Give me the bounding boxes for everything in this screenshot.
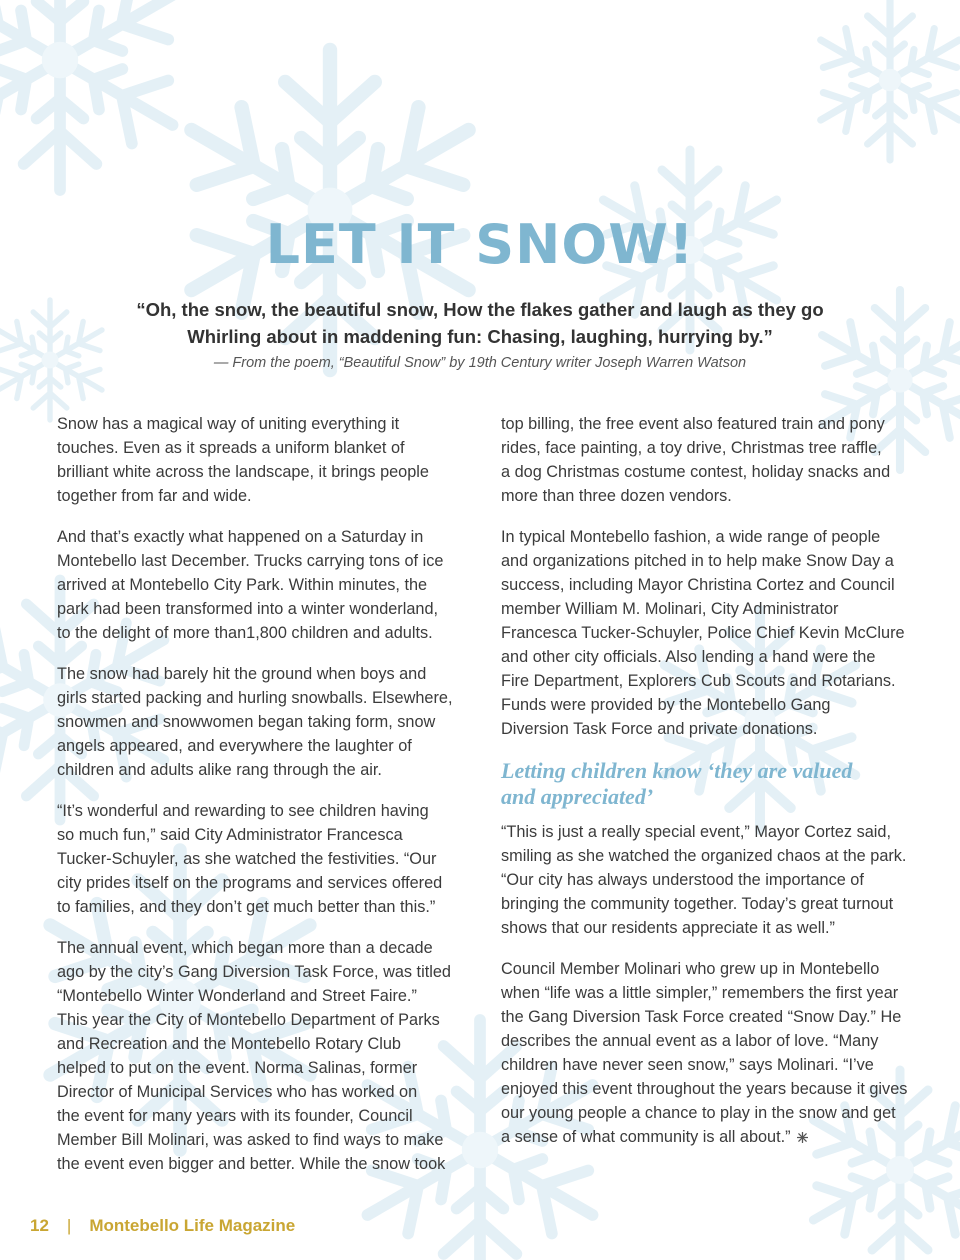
- text-line: Member Bill Molinari, was asked to find ways to make: [57, 1131, 444, 1149]
- text-line: In typical Montebello fashion, a wide range of people: [501, 528, 881, 546]
- epigraph-quote: [100, 296, 860, 350]
- text-line: [501, 1125, 921, 1149]
- footer-separator: |: [66, 1216, 72, 1235]
- article-title: LET IT SNOW!: [265, 213, 695, 276]
- text-line: “This is just a really special event,” Mayor Cortez said,: [501, 823, 891, 841]
- epigraph-attribution: — From the poem, “Beautiful Snow” by 19th Century writer Joseph Warren Watson: [213, 355, 747, 371]
- text-line: the Gang Diversion Task Force created “Snow Day.” He: [501, 1008, 902, 1026]
- text-line: Director of Municipal Services who has worked on: [57, 1083, 418, 1101]
- text-line: ago by the city’s Gang Diversion Task Force, was titled: [57, 963, 451, 981]
- text-line: the event for many years with its founder, Council: [57, 1107, 413, 1125]
- text-line: city prides itself on the programs and services offered: [57, 874, 443, 892]
- paragraph: [57, 525, 462, 645]
- text-line: bringing the community together. Today’s great turnout: [501, 895, 894, 913]
- text-line: “Montebello Winter Wonderland and Street Faire.”: [57, 987, 417, 1005]
- epigraph-line: Whirling about in maddening fun: Chasing, laughing, hurrying by.”: [187, 326, 773, 347]
- text-line: so much fun,” said City Administrator Francesca: [57, 826, 403, 844]
- left-column: [57, 412, 462, 1193]
- text-line: our young people a chance to play in the snow and get: [501, 1104, 896, 1122]
- text-line: Francesca Tucker-Schuyler, Police Chief Kevin McClure: [501, 624, 905, 642]
- right-column: [501, 412, 921, 1166]
- paragraph: [501, 820, 921, 940]
- paragraph: [57, 662, 462, 782]
- publication-name: Montebello Life Magazine: [89, 1216, 296, 1235]
- text-line: snowmen and snowwomen began taking form, snow: [57, 713, 436, 731]
- text-line: when “life was a little simpler,” remembers the first year: [501, 984, 899, 1002]
- text-line: Funds were provided by the Montebello Gang: [501, 696, 831, 714]
- text-line: girls started packing and hurling snowballs. Elsewhere,: [57, 689, 453, 707]
- text-line: Diversion Task Force and private donations.: [501, 720, 818, 738]
- text-line: touches. Even as it spreads a uniform blanket of: [57, 439, 405, 457]
- text-line: Montebello last December. Trucks carrying tons of ice: [57, 552, 444, 570]
- text-line: more than three dozen vendors.: [501, 487, 732, 505]
- text-line: Tucker-Schuyler, as she watched the festivities. “Our: [57, 850, 437, 868]
- subheading-line: Letting children know ‘they are valued: [501, 758, 853, 783]
- text-line: rides, face painting, a toy drive, Christmas tree raffle,: [501, 439, 882, 457]
- paragraph: [501, 525, 921, 741]
- text-line: top billing, the free event also featured train and pony: [501, 415, 885, 433]
- text-line-content: a sense of what community is all about.”: [501, 1128, 791, 1146]
- text-line: enjoyed this event throughout the years because it gives: [501, 1080, 908, 1098]
- text-line: the event even bigger and better. While the snow took: [57, 1155, 446, 1173]
- paragraph: [57, 799, 462, 919]
- subheading-line: and appreciated’: [501, 784, 654, 809]
- text-line: children and adults alike rang through the air.: [57, 761, 382, 779]
- text-line: a dog Christmas costume contest, holiday snacks and: [501, 463, 891, 481]
- text-line: shows that our residents appreciate it as well.”: [501, 919, 835, 937]
- text-line: describes the annual event as a labor of love. “Many: [501, 1032, 879, 1050]
- text-line: park had been transformed into a winter wonderland,: [57, 600, 439, 618]
- text-line: “Our city has always understood the importance of: [501, 871, 864, 889]
- text-line: and organizations pitched in to help make Snow Day a: [501, 552, 894, 570]
- epigraph-line: “Oh, the snow, the beautiful snow, How the flakes gather and laugh as they go: [136, 299, 824, 320]
- text-line: The snow had barely hit the ground when boys and: [57, 665, 427, 683]
- paragraph: [501, 957, 921, 1149]
- text-line: and Recreation and the Montebello Rotary Club: [57, 1035, 401, 1053]
- paragraph: [57, 936, 462, 1176]
- text-line: “It’s wonderful and rewarding to see children having: [57, 802, 429, 820]
- text-line: member William M. Molinari, City Administrator: [501, 600, 839, 618]
- text-line: helped to put on the event. Norma Salinas, former: [57, 1059, 418, 1077]
- paragraph: [501, 412, 921, 508]
- text-line: This year the City of Montebello Department of Parks: [57, 1011, 440, 1029]
- text-line: The annual event, which began more than a decade: [57, 939, 433, 957]
- text-line: to families, and they don’t get much better than this.”: [57, 898, 436, 916]
- text-line: angels appeared, and everywhere the laughter of: [57, 737, 412, 755]
- text-line: and other city officials. Also lending a hand were the: [501, 648, 876, 666]
- text-line: Council Member Molinari who grew up in Montebello: [501, 960, 880, 978]
- text-line: Snow has a magical way of uniting everything it: [57, 415, 400, 433]
- text-line: children have never seen snow,” says Molinari. “I’ve: [501, 1056, 874, 1074]
- text-line: arrived at Montebello City Park. Within minutes, the: [57, 576, 428, 594]
- paragraph: [57, 412, 462, 508]
- text-line: And that’s exactly what happened on a Saturday in: [57, 528, 424, 546]
- text-line: success, including Mayor Christina Cortez and Council: [501, 576, 895, 594]
- text-line: to the delight of more than1,800 children and adults.: [57, 624, 433, 642]
- page-number: 12: [30, 1216, 49, 1235]
- page-footer: [30, 1216, 295, 1242]
- text-line: brilliant white across the landscape, it brings people: [57, 463, 429, 481]
- section-subheading: [501, 758, 921, 810]
- snowflake-end-mark-icon: [797, 1132, 808, 1143]
- text-line: together from far and wide.: [57, 487, 252, 505]
- text-line: smiling as she watched the organized chaos at the park.: [501, 847, 907, 865]
- text-line: Fire Department, Explorers Cub Scouts and Rotarians.: [501, 672, 896, 690]
